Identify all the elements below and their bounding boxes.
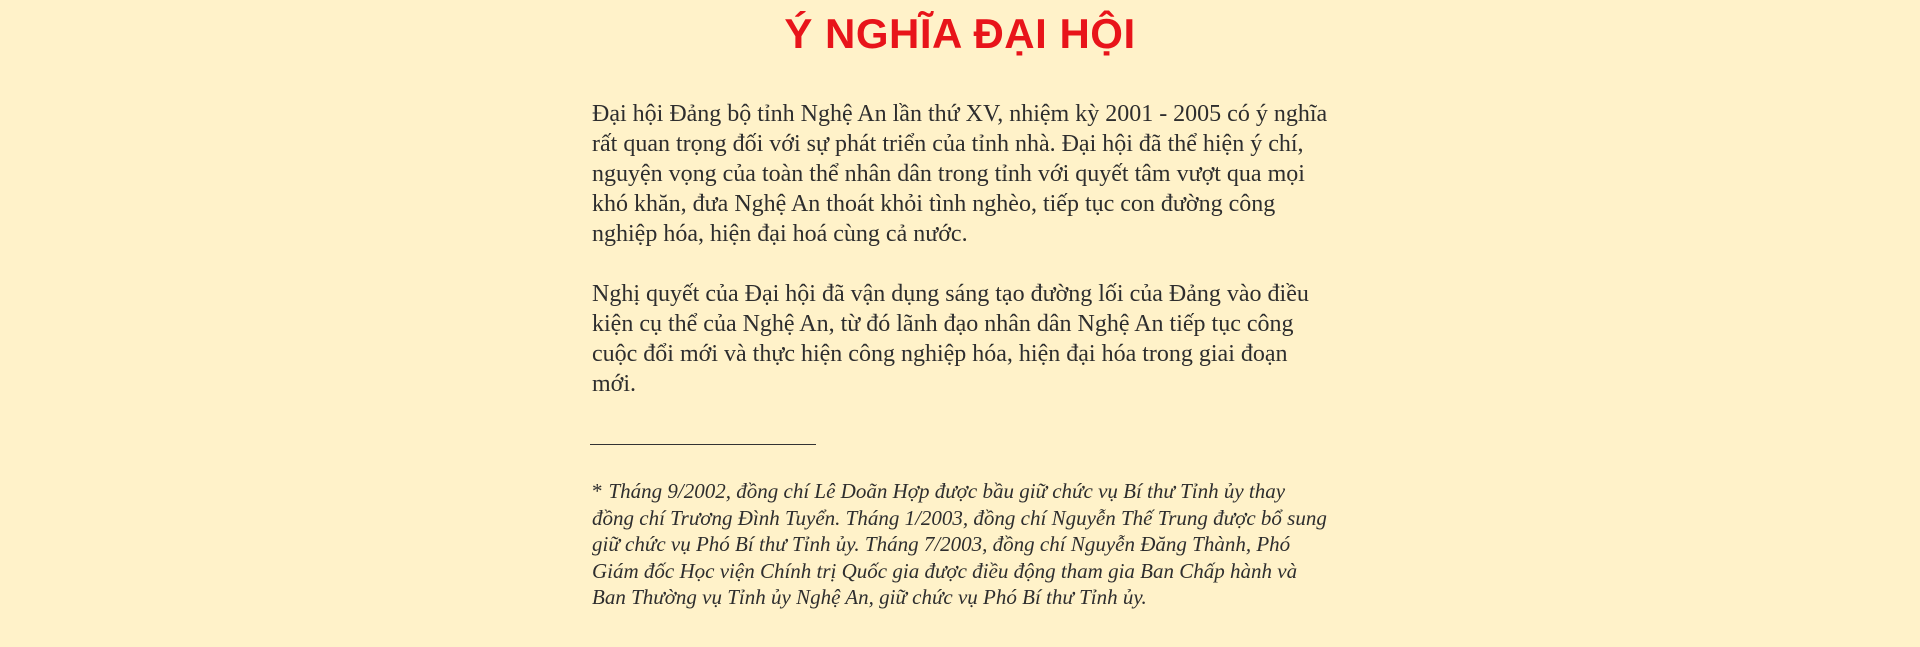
footnote-divider (590, 444, 816, 445)
paragraph-resolution: Nghị quyết của Đại hội đã vận dụng sáng tạo đường lối của Đảng vào điều kiện cụ thể của Nghệ An, từ đó lãnh đạo nhân dân Nghệ An tiếp tục công cuộc đổi mới và thực hiện công nghiệp hóa, hiện đại hóa trong giai đoạn mới. (592, 281, 1309, 397)
footnote-marker: * (592, 479, 603, 503)
page-title: Ý NGHĨA ĐẠI HỘI (784, 10, 1136, 57)
footnote-text: Tháng 9/2002, đồng chí Lê Doãn Hợp được bầu giữ chức vụ Bí thư Tỉnh ủy thay đồng chí Trương Đình Tuyển. Tháng 1/2003, đồng chí Nguyễn Thế Trung được bổ sung giữ chức vụ Phó Bí thư Tỉnh ủy. Tháng 7/2003, đồng chí Nguyễn Đăng Thành, Phó Giám đốc Học viện Chính trị Quốc gia được điều động tham gia Ban Chấp hành và Ban Thường vụ Tỉnh ủy Nghệ An, giữ chức vụ Phó Bí thư Tỉnh ủy. (592, 479, 1327, 609)
footnote (592, 478, 1332, 611)
body-content (592, 99, 1332, 399)
paragraph-significance: Đại hội Đảng bộ tỉnh Nghệ An lần thứ XV, nhiệm kỳ 2001 - 2005 có ý nghĩa rất quan trọng đối với sự phát triển của tỉnh nhà. Đại hội đã thể hiện ý chí, nguyện vọng của toàn thể nhân dân trong tỉnh với quyết tâm vượt qua mọi khó khăn, đưa Nghệ An thoát khỏi tình nghèo, tiếp tục con đường công nghiệp hóa, hiện đại hoá cùng cả nước. (592, 101, 1328, 247)
